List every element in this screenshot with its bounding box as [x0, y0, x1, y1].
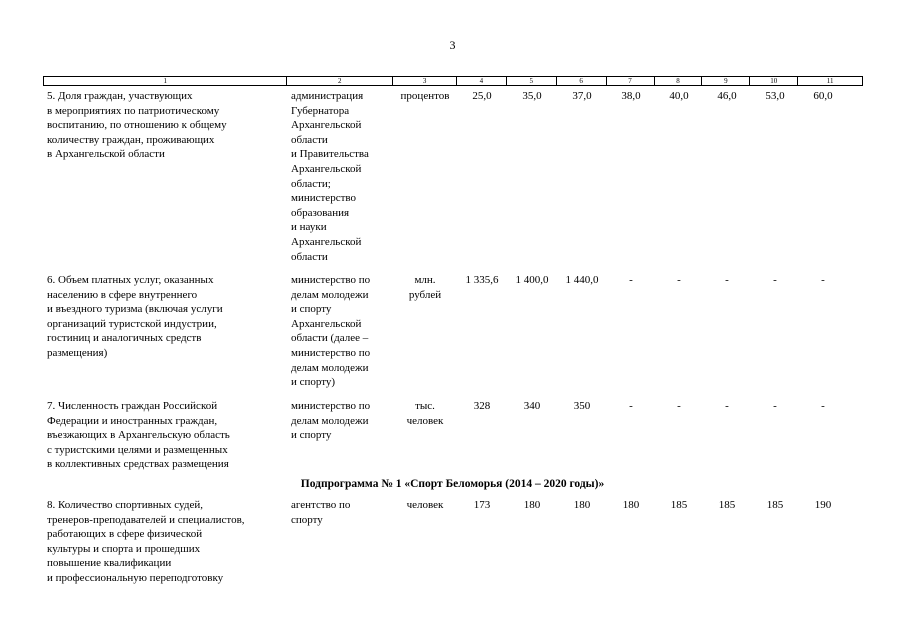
value-cell: - [773, 400, 777, 412]
header-col-8: 8 [655, 77, 703, 85]
value-cell: 328 [473, 400, 491, 412]
value-cell: - [629, 400, 633, 412]
value-cell: - [677, 400, 681, 412]
table-row [43, 89, 863, 264]
value-cell: 46,0 [717, 90, 737, 102]
header-col-3: 3 [393, 77, 457, 85]
header-col-2: 2 [287, 77, 393, 85]
indicator-cell: 6. Объем платных услуг, оказанных населению в сфере внутреннего и въездного туризма (включая услуги организаций туристской индустрии, гостиниц и аналогичных средств размещения) [47, 274, 223, 359]
table-row [43, 498, 863, 586]
value-cell: 190 [814, 499, 832, 511]
value-cell: 340 [523, 400, 541, 412]
indicator-cell: 7. Численность граждан Российской Федерации и иностранных граждан, въезжающих в Архангельскую область с туристскими целями и размещенных в коллективных средствах размещения [47, 400, 230, 471]
value-cell: 350 [573, 400, 591, 412]
unit-cell: тыс. человек [406, 400, 444, 427]
value-cell: 180 [622, 499, 640, 511]
unit-cell: млн. рублей [408, 274, 442, 301]
value-cell: 40,0 [669, 90, 689, 102]
header-col-6: 6 [557, 77, 607, 85]
value-cell: 185 [670, 499, 688, 511]
responsible-cell: администрация Губернатора Архангельской области и Правительства Архангельской области; министерство образования и науки Архангельской области [291, 90, 369, 263]
value-cell: - [821, 274, 825, 286]
value-cell: 35,0 [522, 90, 542, 102]
value-cell: - [821, 400, 825, 412]
value-cell: 185 [766, 499, 784, 511]
value-cell: 25,0 [472, 90, 492, 102]
value-cell: - [773, 274, 777, 286]
value-cell: 185 [718, 499, 736, 511]
header-col-7: 7 [607, 77, 655, 85]
value-cell: 37,0 [572, 90, 592, 102]
unit-cell: человек [406, 499, 444, 511]
table-row [43, 399, 863, 472]
value-cell: - [725, 400, 729, 412]
value-cell: - [677, 274, 681, 286]
header-col-9: 9 [702, 77, 750, 85]
value-cell: 53,0 [765, 90, 785, 102]
indicator-cell: 5. Доля граждан, участвующих в мероприятиях по патриотическому воспитанию, по отношению к общему количеству граждан, проживающих в Архангельской области [47, 90, 227, 161]
value-cell: 180 [573, 499, 591, 511]
value-cell: 1 335,6 [465, 274, 499, 286]
value-cell: - [725, 274, 729, 286]
value-cell: - [629, 274, 633, 286]
header-col-10: 10 [750, 77, 798, 85]
header-col-11: 11 [826, 77, 834, 85]
value-cell: 1 440,0 [565, 274, 599, 286]
header-col-1: 1 [44, 77, 287, 85]
value-cell: 173 [473, 499, 491, 511]
subprogram-title: Подпрограмма № 1 «Спорт Беломорья (2014 – 2020 годы)» [300, 478, 605, 490]
column-number-header [43, 76, 863, 86]
responsible-cell: министерство по делам молодежи и спорту [291, 400, 371, 442]
header-col-5: 5 [507, 77, 557, 85]
value-cell: 1 400,0 [515, 274, 549, 286]
value-cell: 38,0 [621, 90, 641, 102]
unit-cell: процентов [400, 90, 450, 102]
table-row [43, 273, 863, 390]
value-cell: 60,0 [813, 90, 833, 102]
responsible-cell: министерство по делам молодежи и спорту Архангельской области (далее – министерство по делам молодежи и спорту) [291, 274, 371, 389]
page-number: 3 [449, 38, 456, 52]
header-col-4: 4 [457, 77, 507, 85]
indicator-cell: 8. Количество спортивных судей, тренеров-преподавателей и специалистов, работающих в сфере физической культуры и спорта и прошедших повышение квалификации и профессиональную переподготовку [47, 499, 245, 584]
responsible-cell: агентство по спорту [291, 499, 351, 526]
value-cell: 180 [523, 499, 541, 511]
